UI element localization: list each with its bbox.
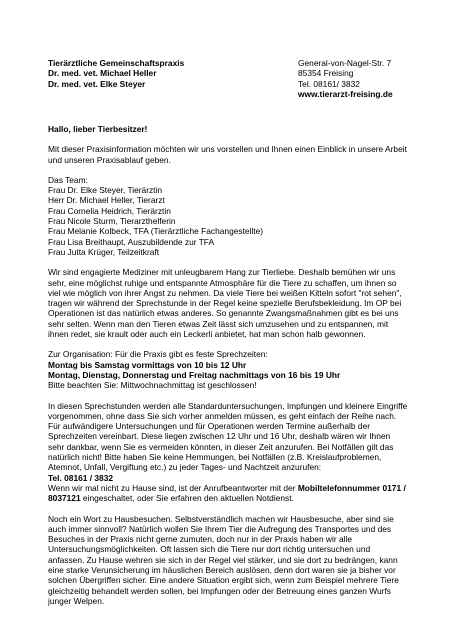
- team-member: Frau Nicole Sturm, Tierarzthelferin: [48, 216, 176, 227]
- greeting: Hallo, lieber Tierbesitzer!: [48, 124, 148, 134]
- team-member: Frau Cornelia Heidrich, Tierärztin: [48, 205, 171, 216]
- hours-note: Bitte beachten Sie: Mittwochnachmittag ist geschlossen!: [48, 380, 257, 391]
- intro-paragraph: Mit dieser Praxisinformation möchten wir uns vorstellen und Ihnen einen Einblick in unsere Arbeit und unseren Praxisablauf geben.: [48, 144, 407, 165]
- team-member: Frau Lisa Breithaupt, Auszubildende zur TFA: [48, 236, 215, 247]
- team-list: [48, 175, 408, 257]
- hours-afternoon: Montag, Dienstag, Donnerstag und Freitag nachmittags von 16 bis 19 Uhr: [48, 369, 341, 380]
- mobile-number: Mobiltelefonnummer 0171 / 8037121: [48, 482, 406, 504]
- team-heading: Das Team:: [48, 174, 88, 185]
- team-member: Frau Dr. Elke Steyer, Tierärztin: [48, 185, 163, 196]
- consultation-text: In diesen Sprechstunden werden alle Standarduntersuchungen, Impfungen und kleinere Eingriffe vorgenommen, ohne dass Sie sich vorher anmelden müssen, es geht einfach der Reihe nach. Für aufwändigere Untersuchungen und für Operationen werden Termine außerhalb der Sprechzeiten vereinbart. Diese liegen zwischen 12 Uhr und 16 Uhr, deshalb wären wir Ihnen sehr dankbar, wenn Sie es vermeiden könnten, in dieser Zeit anzurufen. Bei Notfällen gilt das natürlich nicht! Bitte haben Sie keine Hemmungen, bei Notfällen (z.B. Kreislaufproblemen, Atemnot, Unfall, Vergiftung etc.) zu jeder Tages- und Nachtzeit anzurufen:: [48, 400, 408, 473]
- office-hours: [48, 349, 408, 390]
- letter-body: [48, 124, 408, 616]
- team-member: Herr Dr. Michael Heller, Tierarzt: [48, 195, 165, 206]
- hours-morning: Montag bis Samstag vormittags von 10 bis 12 Uhr: [48, 359, 247, 370]
- vet-heller: Dr. med. vet. Michael Heller: [48, 68, 157, 79]
- consultation-paragraph: [48, 401, 408, 504]
- city: 85354 Freising: [298, 68, 354, 79]
- website-link[interactable]: www.tierarzt-freising.de: [298, 88, 393, 99]
- address-block: [298, 58, 438, 99]
- house-call-paragraph: Noch ein Wort zu Hausbesuchen. Selbstverständlich machen wir Hausbesuche, aber sind sie auch immer sinnvoll? Natürlich wollen Sie Ihrem Tier die Aufregung des Transportes und des Besuches in der Praxis nicht gerne zumuten, doch nur in der Praxis haben wir alle Untersuchungsmöglichkeiten. Oft lassen sich die Tiere nur dort richtig untersuchen und anfassen. Zu Hause wehren sie sich in der Regel viel stärker, und sie dort zu bedrängen, kann eine starke Verunsicherung im häuslichen Bereich auslösen, denn dort waren sie ja bisher vor solchen Übergriffen sicher. Eine andere Situation ergibt sich, wenn zum Beispiel mehrere Tiere gleichzeitig behandelt werden sollen, bei Impfungen oder der Betreuung eines ganzen Wurfs junger Welpen.: [48, 513, 399, 606]
- mobile-text-post: eingeschaltet, oder Sie erfahren den aktuellen Notdienst.: [80, 493, 294, 504]
- team-paragraph: Wir sind engagierte Mediziner mit unleugbarem Hang zur Tierliebe. Deshalb bemühen wir uns sehr, eine möglichst ruhige und entspannte Atmosphäre für die Tiere zu schaffen, um ihnen so viel wie möglich von ihrer Angst zu nehmen. Da viele Tiere bei weißen Kitteln sofort "rot sehen", tragen wir während der Sprechstunde in der Regel keine spezielle Berufsbekleidung. Im OP bei Operationen ist das natürlich etwas anderes. So genannte Zwangsmaßnahmen gibt es bei uns sehr selten. Wenn man den Tieren etwas Zeit lässt sich umzusehen und zu entspannen, mit ihnen redet, sie krault oder auch ein Leckerli anbietet, hat man schon halb gewonnen.: [48, 267, 402, 340]
- team-member: Frau Melanie Kolbeck, TFA (Tierärztliche Fachangestellte): [48, 226, 264, 237]
- vet-steyer: Dr. med. vet. Elke Steyer: [48, 78, 146, 89]
- team-member: Frau Jutta Krüger, Teilzeitkraft: [48, 246, 160, 257]
- phone: Tel. 08161/ 3832: [298, 78, 360, 89]
- street: General-von-Nagel-Str. 7: [298, 58, 392, 68]
- practice-name-block: [48, 58, 278, 89]
- organisation-intro: Zur Organisation: Für die Praxis gibt es feste Sprechzeiten:: [48, 349, 268, 360]
- emergency-phone: Tel. 08161 / 3832: [48, 472, 114, 483]
- practice-name: Tierärztliche Gemeinschaftspraxis: [48, 58, 185, 68]
- mobile-text-pre: Wenn wir mal nicht zu Hause sind, ist der Anrufbeantworter mit der: [48, 482, 298, 493]
